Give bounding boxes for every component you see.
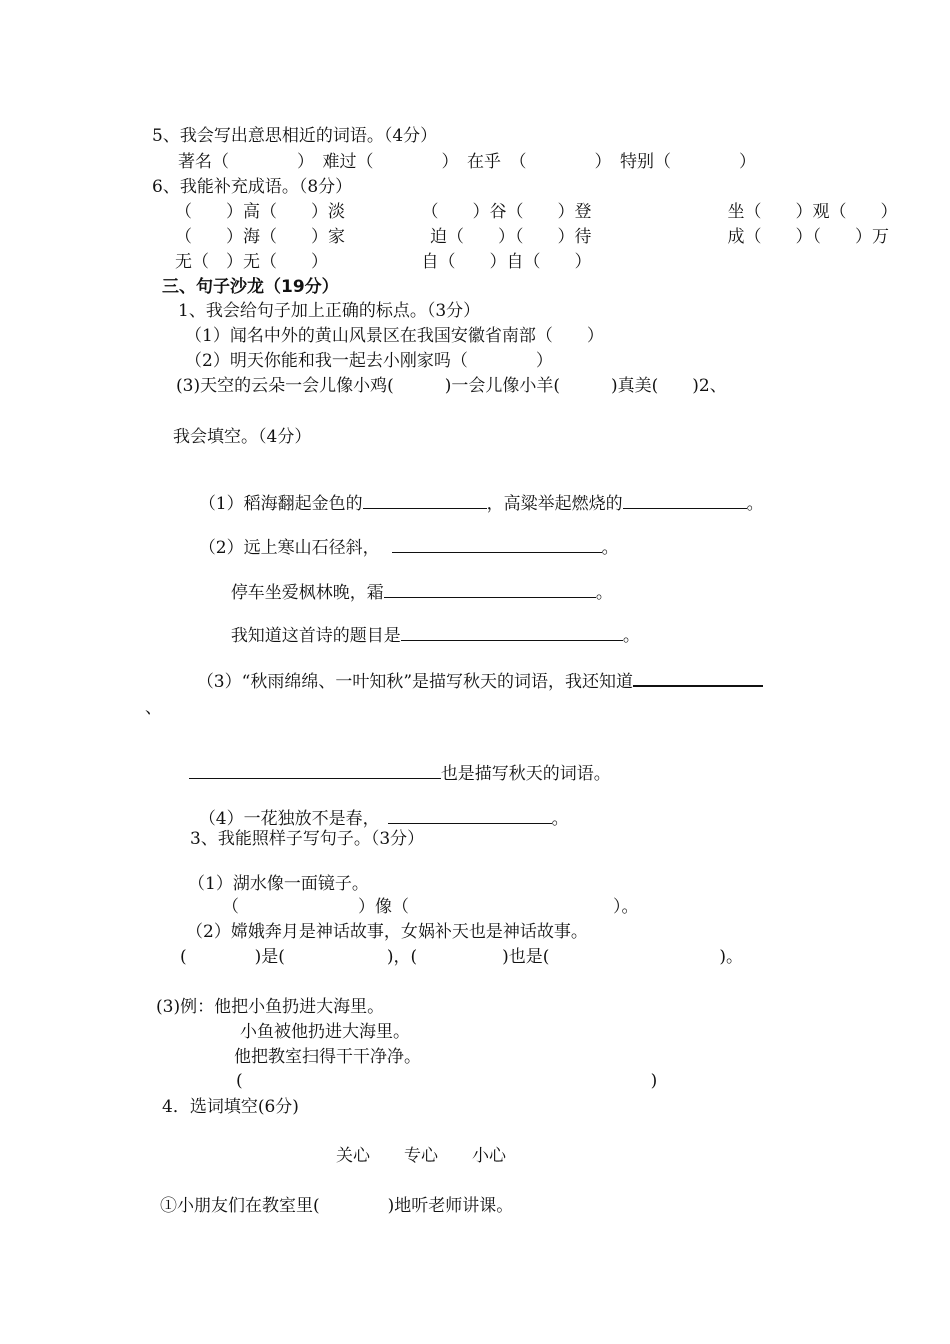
p3-s2: （2）嫦娥奔月是神话故事，女娲补天也是神话故事。 [186, 922, 588, 942]
q5-title: 5、我会写出意思相近的词语。（4分） [152, 126, 438, 146]
blank[interactable] [623, 492, 747, 509]
p1-s1: （1）闻名中外的黄山风景区在我国安徽省南部（ ） [185, 326, 604, 346]
blank[interactable] [189, 762, 441, 779]
blank[interactable] [384, 581, 596, 598]
p1-s3: (3)天空的云朵一会儿像小鸡( )一会儿像小羊( )真美( )2、 [176, 376, 727, 396]
p2-s3-text-c: 也是描写秋天的词语。 [440, 764, 611, 784]
p3-s1b: （ ）像（ ）。 [222, 897, 639, 917]
q6-row3: 无（ ）无（ ） 自（ ）自（ ） [175, 252, 592, 272]
p2-s1-text-b: ，高粱举起燃烧的 [486, 494, 623, 514]
p3-s3d: ( ) [236, 1071, 658, 1091]
p2-s1-text-a: （1）稻海翻起金色的 [198, 494, 363, 514]
p2-s2-text-e: 我知道这首诗的题目是 [230, 626, 401, 646]
q6-row1: （ ）高（ ）淡 （ ）谷（ ）登 坐（ ）观（ ） [175, 202, 898, 222]
q6-row2: （ ）海（ ）家 迫（ ）（ ）待 成（ ）（ ）万 [175, 227, 889, 247]
blank[interactable] [392, 536, 602, 553]
blank[interactable] [388, 807, 552, 824]
p2-s1-text-c: 。 [746, 494, 764, 514]
blank[interactable] [633, 669, 763, 687]
p2-s3-text-a: （3）“秋雨绵绵、一叶知秋”是描写秋天的词语，我还知道 [196, 672, 634, 692]
p1-s2: （2）明天你能和我一起去小刚家吗（ ） [185, 351, 553, 371]
section3-title: 三、句子沙龙（19分） [162, 277, 339, 297]
p3-s3: (3)例：他把小鱼扔进大海里。 [156, 997, 385, 1017]
p2-s2-line3 [220, 602, 640, 647]
p3-s3c: 他把教室扫得干干净净。 [234, 1047, 421, 1067]
p2-s2-text-f: 。 [622, 626, 640, 646]
p3-s3b: 小鱼被他扔进大海里。 [240, 1022, 410, 1042]
p2-s3 [186, 647, 763, 693]
p2-s4-text-b: 。 [551, 809, 569, 829]
p4-s1: ①小朋友们在教室里( )地听老师讲课。 [160, 1196, 514, 1216]
p1-title: 1、我会给句子加上正确的标点。（3分） [178, 301, 481, 321]
p2-s3-comma: 、 [145, 698, 162, 718]
p2-s2-line2 [220, 559, 613, 604]
p2-s4-text-a: （4）一花独放不是春， [198, 809, 380, 829]
p2-title: 我会填空。（4分） [173, 427, 312, 447]
p2-s2-text-c: 停车坐爱枫林晚，霜 [230, 583, 384, 603]
blank[interactable] [363, 492, 487, 509]
blank[interactable] [401, 624, 623, 641]
p3-s1: （1）湖水像一面镜子。 [188, 874, 369, 894]
p4-title: 4．选词填空(6分) [162, 1097, 299, 1117]
q6-title: 6、我能补充成语。（8分） [152, 177, 353, 197]
p4-words: 关心 专心 小心 [336, 1146, 506, 1166]
p2-s2 [188, 514, 619, 559]
p2-s1 [188, 470, 764, 515]
p3-title: 3、我能照样子写句子。（3分） [190, 829, 425, 849]
p3-s2b: ( )是( )，( )也是( )。 [180, 947, 744, 967]
p2-s2-text-d: 。 [595, 583, 613, 603]
p2-s2-text-b: 。 [601, 538, 619, 558]
p2-s4 [188, 785, 569, 830]
p2-s3-line2 [178, 740, 611, 785]
q5-line: 著名（ ） 难过（ ） 在乎 （ ） 特别（ ） [178, 152, 756, 172]
p2-s2-text-a: （2）远上寒山石径斜， [198, 538, 380, 558]
